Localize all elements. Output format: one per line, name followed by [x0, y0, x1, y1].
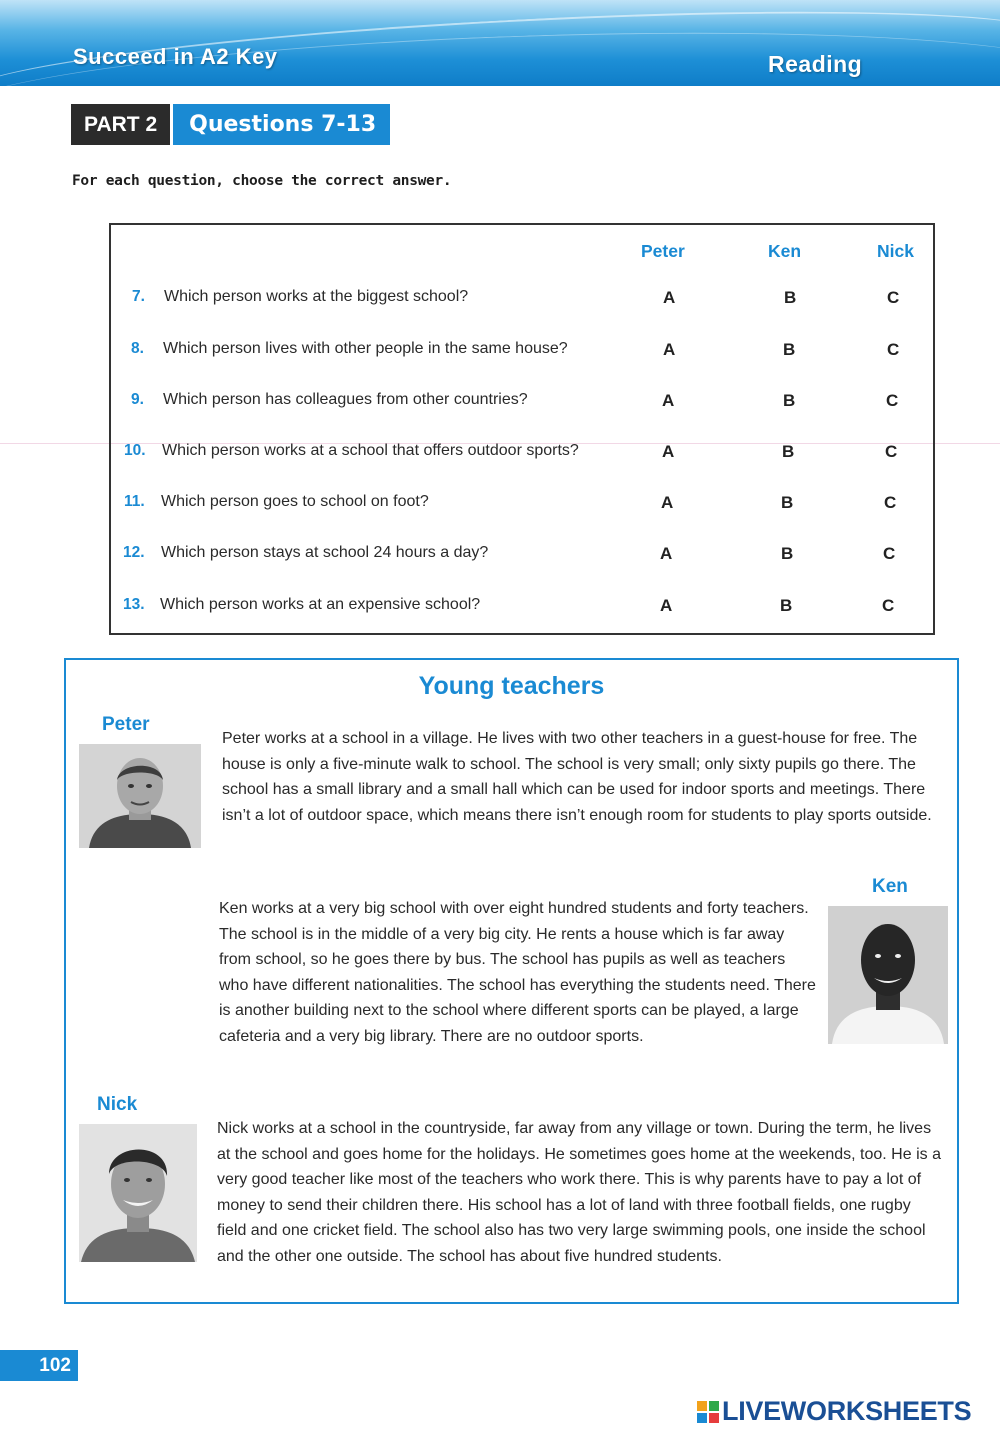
option-c[interactable]: C: [887, 340, 900, 359]
column-header-ken: Ken: [768, 241, 802, 261]
ken-photo: [828, 906, 948, 1044]
option-c[interactable]: C: [885, 442, 898, 461]
option-b[interactable]: B: [782, 442, 795, 461]
option-a[interactable]: A: [662, 442, 675, 461]
question-text: Which person has colleagues from other countries?: [163, 391, 528, 408]
page-number: 102: [0, 1350, 78, 1381]
option-b[interactable]: B: [780, 596, 793, 615]
question-number: 13.: [123, 596, 145, 613]
paragraph-ken: Ken works at a very big school with over eight hundred students and forty teachers. The school is in the middle of a very big city. He rents a house which is far away from school, so he goes there by bus. The school has pupils as well as teachers who have different nationalities. The school has everything the students need. There is another building next to the school where different sports can be played, a large cafeteria and a very big library. There are no outdoor sports.: [219, 900, 816, 1045]
question-text: Which person lives with other people in the same house?: [163, 340, 568, 357]
part-questions: Questions 7-13: [173, 104, 390, 145]
question-row-13: [111, 596, 933, 626]
option-b[interactable]: B: [781, 493, 794, 512]
option-c[interactable]: C: [883, 544, 896, 563]
part-heading: [71, 104, 390, 145]
column-header-nick: Nick: [877, 241, 914, 261]
name-nick: Nick: [97, 1094, 138, 1115]
question-row-11: [111, 493, 933, 523]
paragraph-peter: Peter works at a school in a village. He lives with two other teachers in a guest-house for free. The house is only a five-minute walk to school. The school is very small; only sixty pupils go there. The school has a small library and a small hall which can be used for indoor sports and meetings. There isn’t a lot of outdoor space, which means there isn’t enough room for students to play sports outside.: [222, 730, 932, 824]
name-ken: Ken: [872, 876, 908, 897]
questions-table: [109, 223, 935, 635]
liveworksheets-logo-icon: [697, 1401, 719, 1423]
option-c[interactable]: C: [884, 493, 897, 512]
option-b[interactable]: B: [781, 544, 794, 563]
option-a[interactable]: A: [663, 288, 676, 307]
question-text: Which person works at the biggest school?: [164, 288, 469, 305]
question-number: 7.: [132, 288, 145, 305]
part-label: PART 2: [71, 104, 170, 145]
question-row-10: [111, 442, 933, 472]
option-b[interactable]: B: [783, 391, 796, 410]
question-row-12: [111, 544, 933, 574]
column-header-peter: Peter: [641, 241, 685, 261]
question-text: Which person works at an expensive school?: [160, 596, 481, 613]
liveworksheets-text: LIVEWORKSHEETS: [722, 1396, 972, 1426]
peter-photo: [79, 744, 201, 848]
option-b[interactable]: B: [784, 288, 797, 307]
question-text: Which person stays at school 24 hours a day?: [161, 544, 489, 561]
question-row-9: [111, 391, 933, 421]
question-row-7: [111, 288, 933, 318]
option-a[interactable]: A: [660, 544, 673, 563]
option-a[interactable]: A: [661, 493, 674, 512]
question-number: 10.: [124, 442, 146, 459]
option-a[interactable]: A: [663, 340, 676, 359]
paragraph-nick: Nick works at a school in the countryside, far away from any village or town. During the term, he lives at the school and goes home for the holidays. He sometimes goes home at the weekends, too. He is a very good teacher like most of the teachers who work there. This is why parents have to pay a lot of money to send their children there. His school has a lot of land with three football fields, one rugby field and one cricket field. The school also has two very large swimming pools, one inside the school and the other one outside. The school has about five hundred students.: [217, 1120, 941, 1265]
liveworksheets-watermark: [697, 1396, 971, 1427]
option-c[interactable]: C: [882, 596, 895, 615]
question-number: 9.: [131, 391, 144, 408]
option-a[interactable]: A: [662, 391, 675, 410]
nick-photo: [79, 1124, 197, 1262]
question-text: Which person goes to school on foot?: [161, 493, 429, 510]
question-number: 12.: [123, 544, 145, 561]
section-title: Reading: [768, 51, 863, 77]
book-title: Succeed in A2 Key: [73, 44, 278, 69]
header-banner: [0, 0, 1000, 86]
instruction-text: For each question, choose the correct answer.: [72, 173, 452, 189]
option-c[interactable]: C: [886, 391, 899, 410]
question-row-8: [111, 340, 933, 370]
name-peter: Peter: [102, 714, 150, 735]
option-b[interactable]: B: [783, 340, 796, 359]
reading-box: [64, 658, 959, 1304]
option-a[interactable]: A: [660, 596, 673, 615]
option-c[interactable]: C: [887, 288, 900, 307]
question-number: 8.: [131, 340, 144, 357]
reading-title: Young teachers: [418, 672, 605, 700]
question-number: 11.: [124, 493, 145, 510]
question-text: Which person works at a school that offers outdoor sports?: [162, 442, 579, 459]
